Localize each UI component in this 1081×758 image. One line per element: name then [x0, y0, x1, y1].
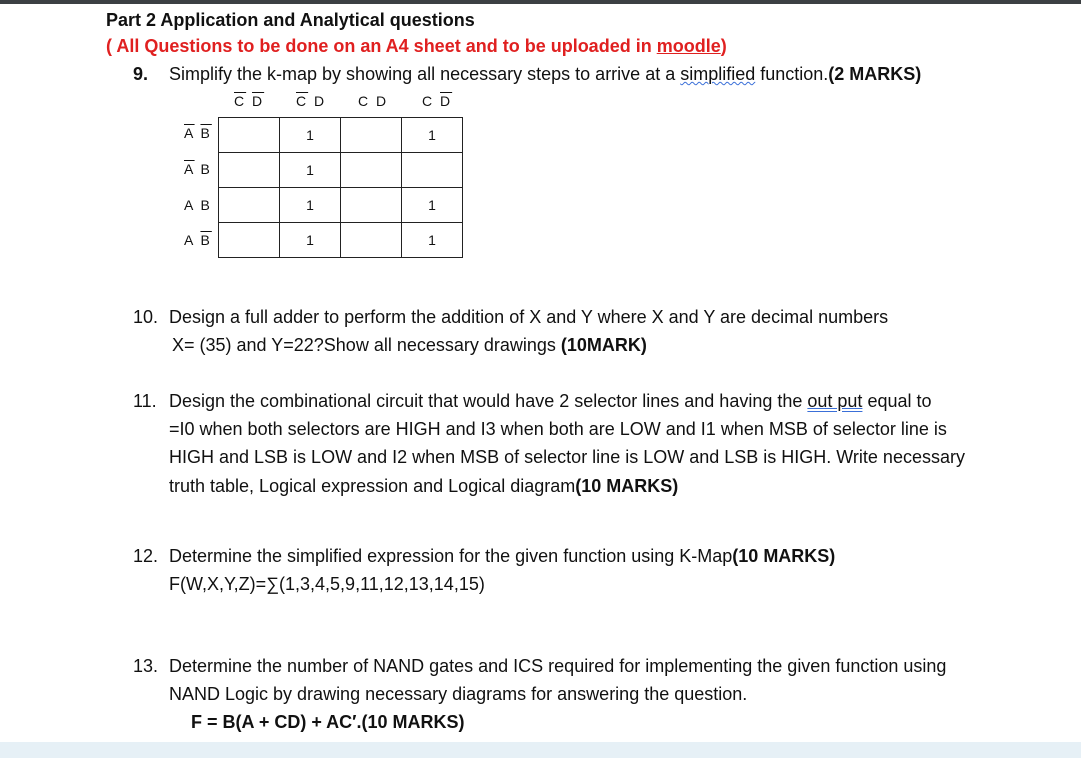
question-10-number: 10.	[133, 307, 159, 327]
kmap-row-header-1	[184, 161, 212, 177]
kmap-row	[219, 118, 463, 153]
kmap-cell-1-3	[402, 153, 463, 188]
kmap-cell-2-2	[341, 188, 402, 223]
question-12	[133, 543, 835, 570]
question-11-line4	[169, 473, 678, 500]
kmap-col-header-2-var-b: D	[376, 93, 389, 109]
question-9-simplified: simplified	[680, 64, 756, 84]
kmap-col-header-1-var-b: D	[314, 93, 327, 109]
kmap-cell-1-1: 1	[280, 153, 341, 188]
kmap-cell-2-0	[219, 188, 280, 223]
question-12-line1: Determine the simplified expression for the given function using K-Map	[169, 546, 733, 566]
kmap-cell-2-1: 1	[280, 188, 341, 223]
question-10-line2-text: X= (35) and Y=22?Show all necessary drawings	[172, 335, 561, 355]
question-9	[133, 61, 921, 88]
kmap-col-header-0	[234, 93, 264, 109]
kmap-row-header-2-var-a: A	[184, 197, 195, 213]
kmap-row-header-0-var-b: $\overline{B}$	[200, 125, 212, 141]
kmap-cell-1-0	[219, 153, 280, 188]
top-bar	[0, 0, 1081, 4]
question-9-text-post: function.	[755, 64, 829, 84]
kmap-table	[218, 117, 463, 258]
question-11-line1-post: equal to	[862, 391, 932, 411]
kmap-row	[219, 188, 463, 223]
kmap-col-header-2	[358, 93, 388, 109]
kmap-col-header-0-var-a: $\overline{C}$	[234, 93, 247, 109]
question-13-line1: Determine the number of NAND gates and ICS required for implementing the given function using	[169, 656, 947, 676]
question-12-number: 12.	[133, 546, 159, 566]
kmap-col-header-2-var-a: C	[358, 93, 371, 109]
question-13-number: 13.	[133, 656, 159, 676]
question-11-line4-text: truth table, Logical expression and Logical diagram	[169, 476, 576, 496]
kmap-row-header-1-var-a: $\overline{A}$	[184, 161, 195, 177]
question-13	[133, 653, 946, 680]
question-11-output: out put	[807, 391, 863, 411]
question-11-line1-pre: Design the combinational circuit that would have 2 selector lines and having the	[169, 391, 808, 411]
question-13-function: F = B(A + CD) + AC′.(10 MARKS)	[191, 712, 465, 732]
kmap-row-header-1-var-b: B	[200, 161, 212, 177]
kmap-row-header-0-var-a: $\overline{A}$	[184, 125, 195, 141]
kmap-row-header-2	[184, 197, 212, 213]
bottom-bar	[0, 742, 1081, 758]
moodle-text: moodle	[656, 36, 721, 56]
question-11	[133, 388, 932, 415]
question-11-line2: =I0 when both selectors are HIGH and I3 when both are LOW and I1 when MSB of selector line is	[169, 419, 947, 439]
kmap-cell-0-3: 1	[402, 118, 463, 153]
kmap-row-header-3	[184, 232, 212, 248]
kmap-row-header-3-var-a: A	[184, 232, 195, 248]
kmap-cell-0-2	[341, 118, 402, 153]
question-12-function: F(W,X,Y,Z)=∑(1,3,4,5,9,11,12,13,14,15)	[169, 574, 485, 594]
kmap-row-header-0	[184, 125, 212, 141]
kmap-col-header-0-var-b: $\overline{D}$	[252, 93, 265, 109]
kmap-cell-2-3: 1	[402, 188, 463, 223]
question-11-marks: (10 MARKS)	[575, 476, 679, 496]
kmap-row	[219, 223, 463, 258]
kmap-row-header-3-var-b: $\overline{B}$	[200, 232, 212, 248]
kmap-cell-3-3: 1	[402, 223, 463, 258]
question-10-line2	[172, 332, 647, 359]
instruction-pre: ( All Questions to be done on an A4 sheet and to be uploaded in	[106, 36, 657, 56]
kmap-cell-0-0	[219, 118, 280, 153]
question-11-line3: HIGH and LSB is LOW and I2 when MSB of selector line is LOW and LSB is HIGH. Write necessary	[169, 447, 965, 467]
question-9-number: 9.	[133, 64, 149, 84]
kmap-col-header-3-var-a: C	[422, 93, 435, 109]
question-11-number: 11.	[133, 391, 157, 411]
kmap-cell-3-2	[341, 223, 402, 258]
question-9-text-pre: Simplify the k-map by showing all necessary steps to arrive at a	[169, 64, 681, 84]
kmap-col-header-3	[422, 93, 452, 109]
question-10-line1: Design a full adder to perform the addition of X and Y where X and Y are decimal numbers	[169, 307, 889, 327]
kmap-row-header-2-var-b: B	[200, 197, 212, 213]
kmap-row	[219, 153, 463, 188]
part-title: Part 2 Application and Analytical questions	[106, 10, 475, 30]
kmap-cell-3-1: 1	[280, 223, 341, 258]
instruction	[106, 36, 727, 57]
instruction-post: )	[720, 36, 727, 56]
question-12-marks: (10 MARKS)	[732, 546, 836, 566]
question-10-marks: (10MARK)	[560, 335, 647, 355]
kmap-cell-1-2	[341, 153, 402, 188]
kmap-col-header-1-var-a: $\overline{C}$	[296, 93, 309, 109]
kmap-col-header-1	[296, 93, 326, 109]
question-10	[133, 304, 888, 331]
kmap-col-header-3-var-b: $\overline{D}$	[440, 93, 453, 109]
kmap-cell-0-1: 1	[280, 118, 341, 153]
kmap-cell-3-0	[219, 223, 280, 258]
question-13-line2: NAND Logic by drawing necessary diagrams for answering the question.	[169, 684, 748, 704]
question-9-marks: (2 MARKS)	[828, 64, 922, 84]
